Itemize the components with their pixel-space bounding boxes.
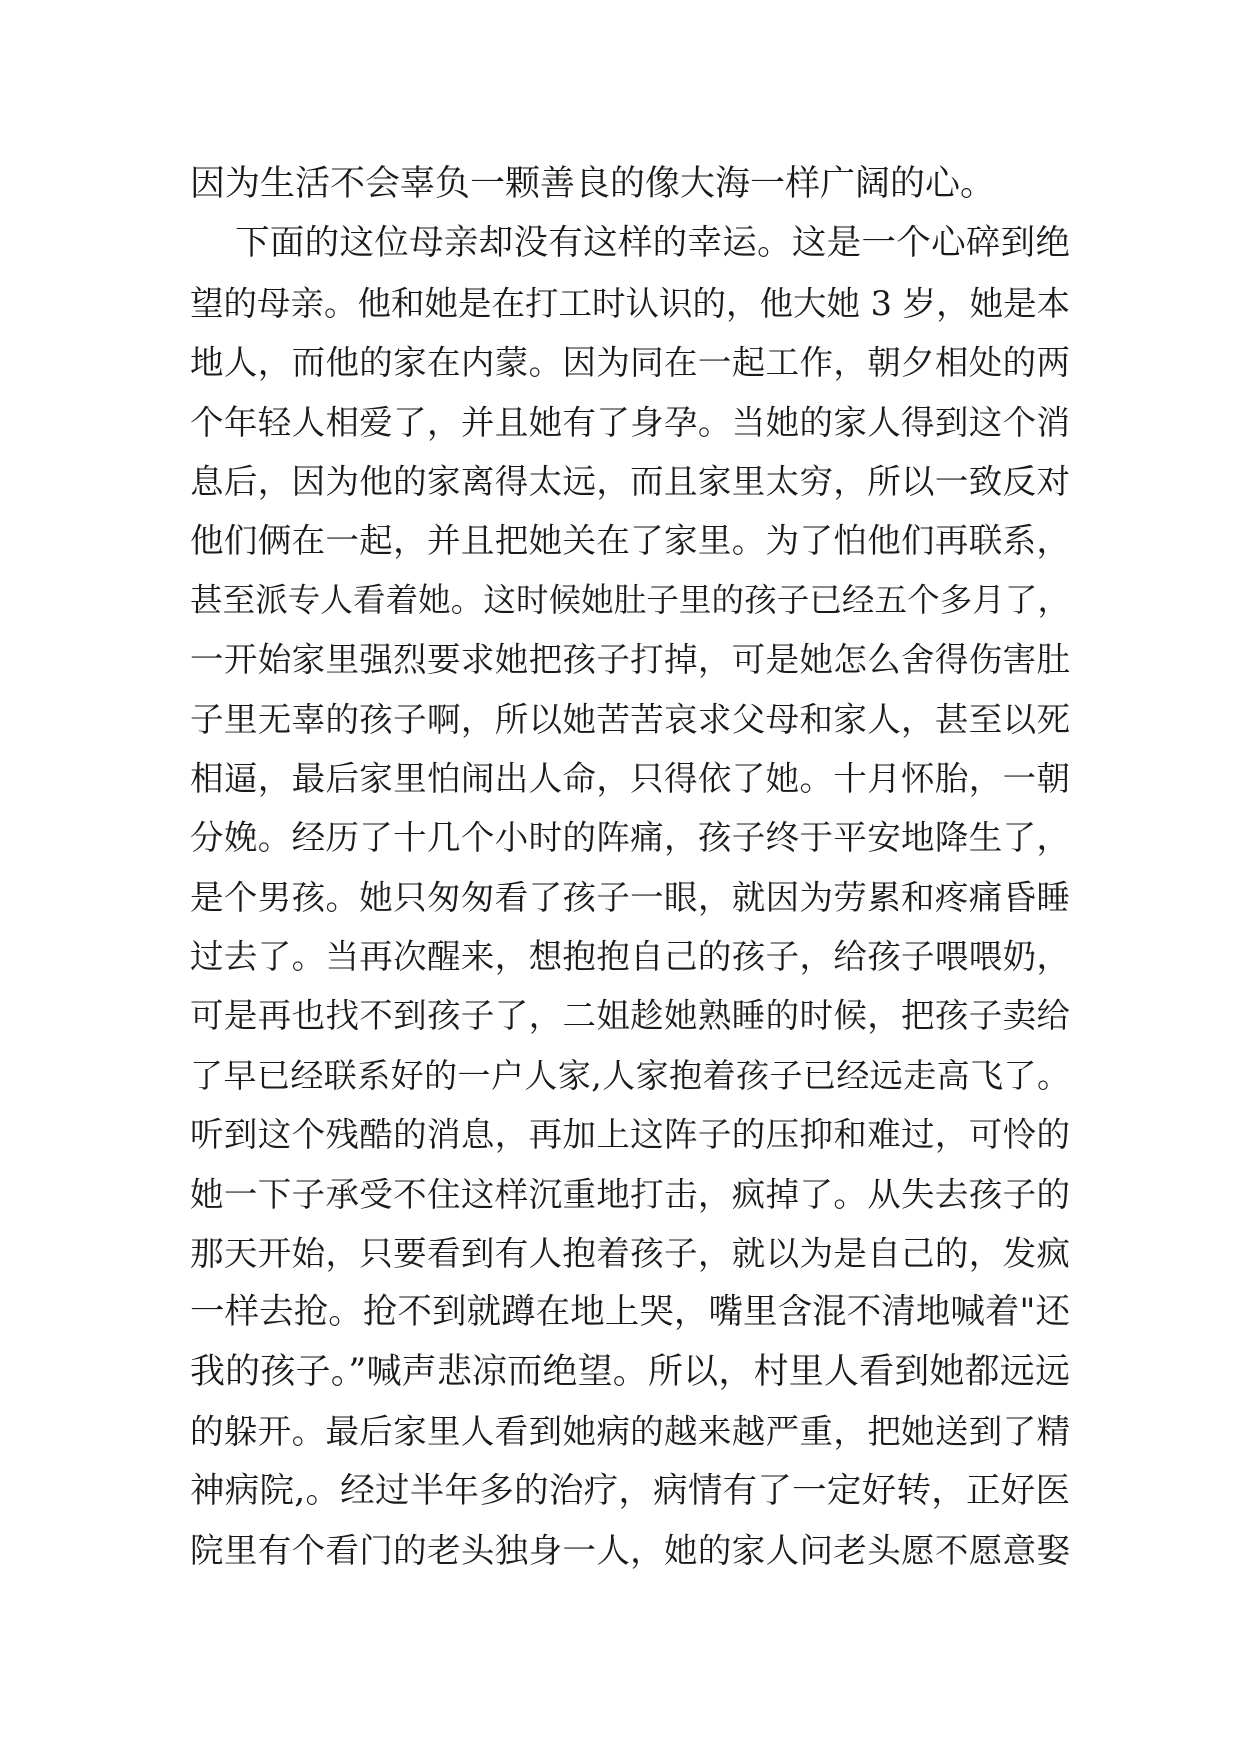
- text-line: 了早已经联系好的一户人家,人家抱着孩子已经远走高飞了。: [190, 1055, 1070, 1095]
- text-line: 甚至派专人看着她。这时候她肚子里的孩子已经五个多月了，: [190, 580, 1070, 619]
- text-line: 地人，而他的家在内蒙。因为同在一起工作，朝夕相处的两: [190, 343, 1070, 383]
- text-line: 可是再也找不到孩子了，二姐趁她熟睡的时候，把孩子卖给: [190, 996, 1070, 1036]
- body-text: [190, 155, 1070, 1580]
- text-line: 一开始家里强烈要求她把孩子打掉，可是她怎么舍得伤害肚: [190, 640, 1070, 680]
- text-line: 她一下子承受不住这样沉重地打击，疯掉了。从失去孩子的: [190, 1174, 1070, 1214]
- text-line: 听到这个残酷的消息，再加上这阵子的压抑和难过，可怜的: [190, 1115, 1070, 1155]
- text-line: 因为生活不会辜负一颗善良的像大海一样广阔的心。: [190, 164, 996, 204]
- text-line: 是个男孩。她只匆匆看了孩子一眼，就因为劳累和疼痛昏睡: [190, 877, 1070, 917]
- text-line: 一样去抢。抢不到就蹲在地上哭，嘴里含混不清地喊着"还: [190, 1292, 1070, 1333]
- text-line: 那天开始，只要看到有人抱着孩子，就以为是自己的，发疯: [190, 1234, 1070, 1274]
- text-line: 相逼，最后家里怕闹出人命，只得依了她。十月怀胎，一朝: [190, 758, 1070, 798]
- text-line: 望的母亲。他和她是在打工时认识的，他大她 3 岁，她是本: [190, 283, 1071, 323]
- text-line: 我的孩子。”喊声悲凉而绝望。所以，村里人看到她都远远: [190, 1351, 1070, 1392]
- text-line: 神病院,。经过半年多的治疗，病情有了一定好转，正好医: [190, 1470, 1070, 1511]
- text-line: 的躲开。最后家里人看到她病的越来越严重，把她送到了精: [190, 1412, 1070, 1452]
- text-line: 下面的这位母亲却没有这样的幸运。这是一个心碎到绝: [190, 223, 1070, 264]
- text-line: 他们俩在一起，并且把她关在了家里。为了怕他们再联系，: [190, 521, 1070, 561]
- text-line: 个年轻人相爱了，并且她有了身孕。当她的家人得到这个消: [190, 402, 1070, 442]
- text-line: 子里无辜的孩子啊，所以她苦苦哀求父母和家人，甚至以死: [190, 699, 1070, 739]
- text-line: 分娩。经历了十几个小时的阵痛，孩子终于平安地降生了，: [190, 818, 1070, 858]
- text-line: 过去了。当再次醒来，想抱抱自己的孩子，给孩子喂喂奶，: [190, 937, 1070, 977]
- text-line: 息后，因为他的家离得太远，而且家里太穷，所以一致反对: [190, 461, 1070, 501]
- text-line: 院里有个看门的老头独身一人，她的家人问老头愿不愿意娶: [190, 1530, 1070, 1570]
